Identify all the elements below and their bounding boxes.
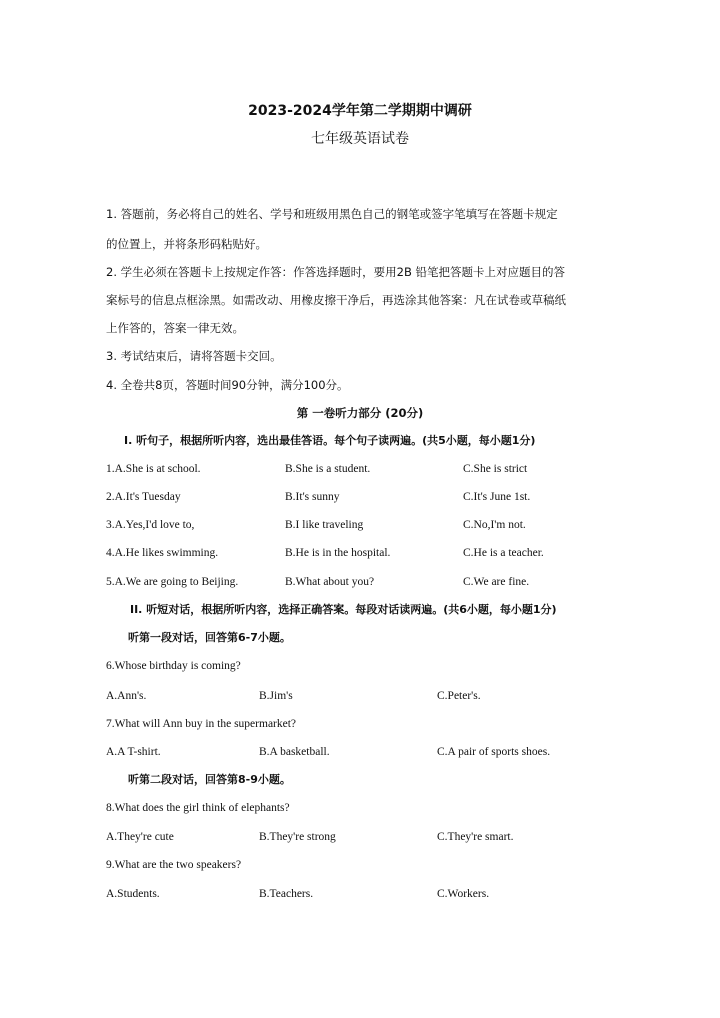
q3-option-c: C.No,I'm not. xyxy=(463,519,526,531)
section-i-instruction: I. 听句子，根据所听内容，选出最佳答语。每个句子读两遍。(共5小题，每小题1分) xyxy=(124,434,536,447)
notice-line: 3. 考试结束后，请将答题卡交回。 xyxy=(106,349,282,363)
notice-line: 2. 学生必须在答题卡上按规定作答：作答选择题时，要用2B 铅笔把答题卡上对应题目的答 xyxy=(106,265,565,279)
dialog2-instruction: 听第二段对话，回答第8-9小题。 xyxy=(128,773,291,786)
section-ii-instruction: II. 听短对话，根据所听内容，选择正确答案。每段对话读两遍。(共6小题，每小题1分) xyxy=(130,603,557,616)
q8-option-a: A.They're cute xyxy=(106,831,174,843)
q3-option-a: 3.A.Yes,I'd love to, xyxy=(106,519,195,531)
q9-stem: 9.What are the two speakers? xyxy=(106,859,242,871)
q4-option-b: B.He is in the hospital. xyxy=(285,547,391,559)
q1-option-c: C.She is strict xyxy=(463,463,528,475)
q9-option-a: A.Students. xyxy=(106,888,160,900)
q6-stem: 6.Whose birthday is coming? xyxy=(106,660,241,672)
q5-option-b: B.What about you? xyxy=(285,576,375,588)
q9-option-b: B.Teachers. xyxy=(259,888,314,900)
q4-option-c: C.He is a teacher. xyxy=(463,547,544,559)
exam-subtitle: 七年级英语试卷 xyxy=(311,131,409,147)
notice-line: 4. 全卷共8页，答题时间90分钟，满分100分。 xyxy=(106,378,349,392)
q7-stem: 7.What will Ann buy in the supermarket? xyxy=(106,718,297,730)
q7-option-c: C.A pair of sports shoes. xyxy=(437,746,551,758)
dialog1-instruction: 听第一段对话，回答第6-7小题。 xyxy=(128,631,291,644)
q2-option-c: C.It's June 1st. xyxy=(463,491,531,503)
q7-option-a: A.A T-shirt. xyxy=(106,746,161,758)
q1-option-a: 1.A.She is at school. xyxy=(106,463,201,475)
q8-option-c: C.They're smart. xyxy=(437,831,514,843)
q8-option-b: B.They're strong xyxy=(259,831,336,843)
part1-title: 第 一卷听力部分 (20分) xyxy=(296,406,424,420)
exam-title: 2023-2024学年第二学期期中调研 xyxy=(248,103,472,119)
q4-option-a: 4.A.He likes swimming. xyxy=(106,547,219,559)
q6-option-a: A.Ann's. xyxy=(106,690,147,702)
q8-stem: 8.What does the girl think of elephants? xyxy=(106,802,290,814)
q6-option-b: B.Jim's xyxy=(259,690,293,702)
notice-line: 1. 答题前，务必将自己的姓名、学号和班级用黑色自己的钢笔或签字笔填写在答题卡规定 xyxy=(106,207,558,221)
q7-option-b: B.A basketball. xyxy=(259,746,330,758)
q5-option-a: 5.A.We are going to Beijing. xyxy=(106,576,239,588)
q9-option-c: C.Workers. xyxy=(437,888,490,900)
q6-option-c: C.Peter's. xyxy=(437,690,481,702)
notice-line: 的位置上，并将条形码粘贴好。 xyxy=(106,237,267,251)
notice-line: 上作答的，答案一律无效。 xyxy=(106,321,244,335)
q1-option-b: B.She is a student. xyxy=(285,463,371,475)
notice-line: 案标号的信息点框涂黑。如需改动、用橡皮擦干净后，再选涂其他答案：凡在试卷或草稿纸 xyxy=(106,293,566,307)
q3-option-b: B.I like traveling xyxy=(285,519,364,531)
q5-option-c: C.We are fine. xyxy=(463,576,530,588)
q2-option-a: 2.A.It's Tuesday xyxy=(106,491,181,503)
q2-option-b: B.It's sunny xyxy=(285,491,340,503)
